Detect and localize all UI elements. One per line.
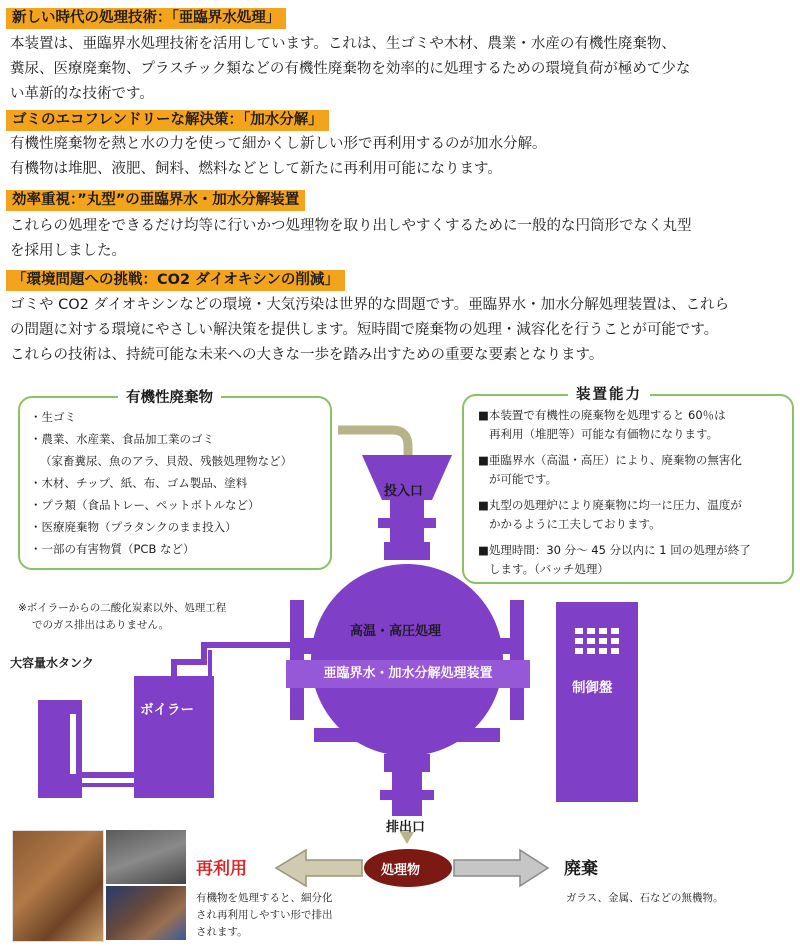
outlet-valve xyxy=(384,754,430,772)
inlet-valve xyxy=(384,542,430,560)
inlet-label: 投入口 xyxy=(384,484,424,499)
material-photo xyxy=(106,886,186,940)
tank-gauge xyxy=(70,714,76,774)
waste-arrow xyxy=(454,850,548,886)
control-panel xyxy=(556,602,638,802)
emission-note: ※ボイラーからの二酸化炭素以外、処理工程 でのガス排出はありません。 xyxy=(18,602,227,631)
section-heading-1: 新しい時代の処理技術：「亜臨界水処理」 xyxy=(6,8,286,29)
outlet-flange xyxy=(380,790,434,800)
section-body-2: 有機性廃棄物を熱と水の力を使って細かくし新しい形で再利用するのが加水分解。 有機物は堆肥、液肥、飼料、燃料などとして新たに再利用可能になります。 xyxy=(10,136,547,177)
processed-label: 処理物 xyxy=(381,863,421,878)
capability-list xyxy=(478,406,784,586)
capability-item: ■処理時間：30 分〜 45 分以内に 1 回の処理が終了 します。（バッチ処理） xyxy=(478,543,751,576)
section-body-3: これらの処理をできるだけ均等に行いかつ処理物を取り出しやすくするために一般的な円筒形でなく丸型 を採用しました。 xyxy=(10,218,692,259)
reuse-label: 再利用 xyxy=(196,859,247,879)
waste-description: ガラス、金属、石などの無機物。 xyxy=(566,892,724,904)
sphere-label-main: 亜臨界水・加水分解処理装置 xyxy=(286,660,530,688)
outlet-label: 排出口 xyxy=(386,820,426,835)
section-heading-2: ゴミのエコフレンドリーな解決策：「加水分解」 xyxy=(6,110,329,131)
tank-label: 大容量水タンク xyxy=(10,656,94,670)
capability-item: ■丸型の処理炉により廃棄物に均一に圧力、温度が かかるように工夫しております。 xyxy=(478,498,742,531)
reactor-band xyxy=(296,638,518,654)
capability-item: ■亜臨界水（高温・高圧）により、廃棄物の無害化 が可能です。 xyxy=(478,453,742,486)
compost-photo xyxy=(12,830,104,942)
sphere-label-top: 高温・高圧処理 xyxy=(350,624,442,639)
control-panel-label: 制御盤 xyxy=(572,680,613,696)
capability-title: 装置能力 xyxy=(568,383,650,404)
inlet-flange xyxy=(378,518,436,528)
section-body-1: 本装置は、亜臨界水処理技術を活用しています。これは、生ゴミや木材、農業・水産の有機性廃棄物、 糞尿、医療廃棄物、プラスチック類などの有機性廃棄物を効率的に処理するための環境負荷が極めて少な い革新的な技術です。 xyxy=(10,36,691,102)
reuse-arrow xyxy=(276,850,362,886)
capability-item: ■本装置で有機性の廃棄物を処理すると 60％は 再利用（堆肥等）可能な有価物になります。 xyxy=(478,408,726,441)
soil-photo xyxy=(106,830,186,884)
boiler-label: ボイラー xyxy=(140,702,194,718)
boiler-to-reactor-pipe xyxy=(174,645,290,676)
organic-waste-list: ・生ゴミ ・農業、水産業、食品加工業のゴミ （家畜糞尿、魚のアラ、貝殻、残骸処理物など） ・木材、チップ、紙、布、ゴム製品、塗料 ・プラ類（食品トレー、ペットボトルなど） ・医療廃棄物（プラタンクのまま投入） ・一部の有害物質（PCB など） xyxy=(30,410,293,556)
reactor-base-ring xyxy=(314,728,500,742)
waste-label: 廃棄 xyxy=(564,859,598,879)
reuse-description: 有機物を処理すると、細分化 され再利用しやすい形で排出 されます。 xyxy=(196,892,333,938)
section-heading-3: 効率重視：”丸型”の亜臨界水・加水分解装置 xyxy=(6,190,305,211)
organic-waste-title: 有機性廃棄物 xyxy=(118,386,221,407)
boiler xyxy=(134,676,214,798)
section-body-4: ゴミや CO2 ダイオキシンなどの環境・大気汚染は世界的な問題です。亜臨界水・加水分解処理装置は、これら の問題に対する環境にやさしい解決策を提供します。短時間で廃棄物の処理・減容化を行うことが可能です。 これらの技術は、持続可能な未来への大きな一歩を踏み出すための重要な要素となります。 xyxy=(10,297,730,363)
section-heading-4: 「環境問題への挑戦：CO2 ダイオキシンの削減」 xyxy=(6,270,345,291)
